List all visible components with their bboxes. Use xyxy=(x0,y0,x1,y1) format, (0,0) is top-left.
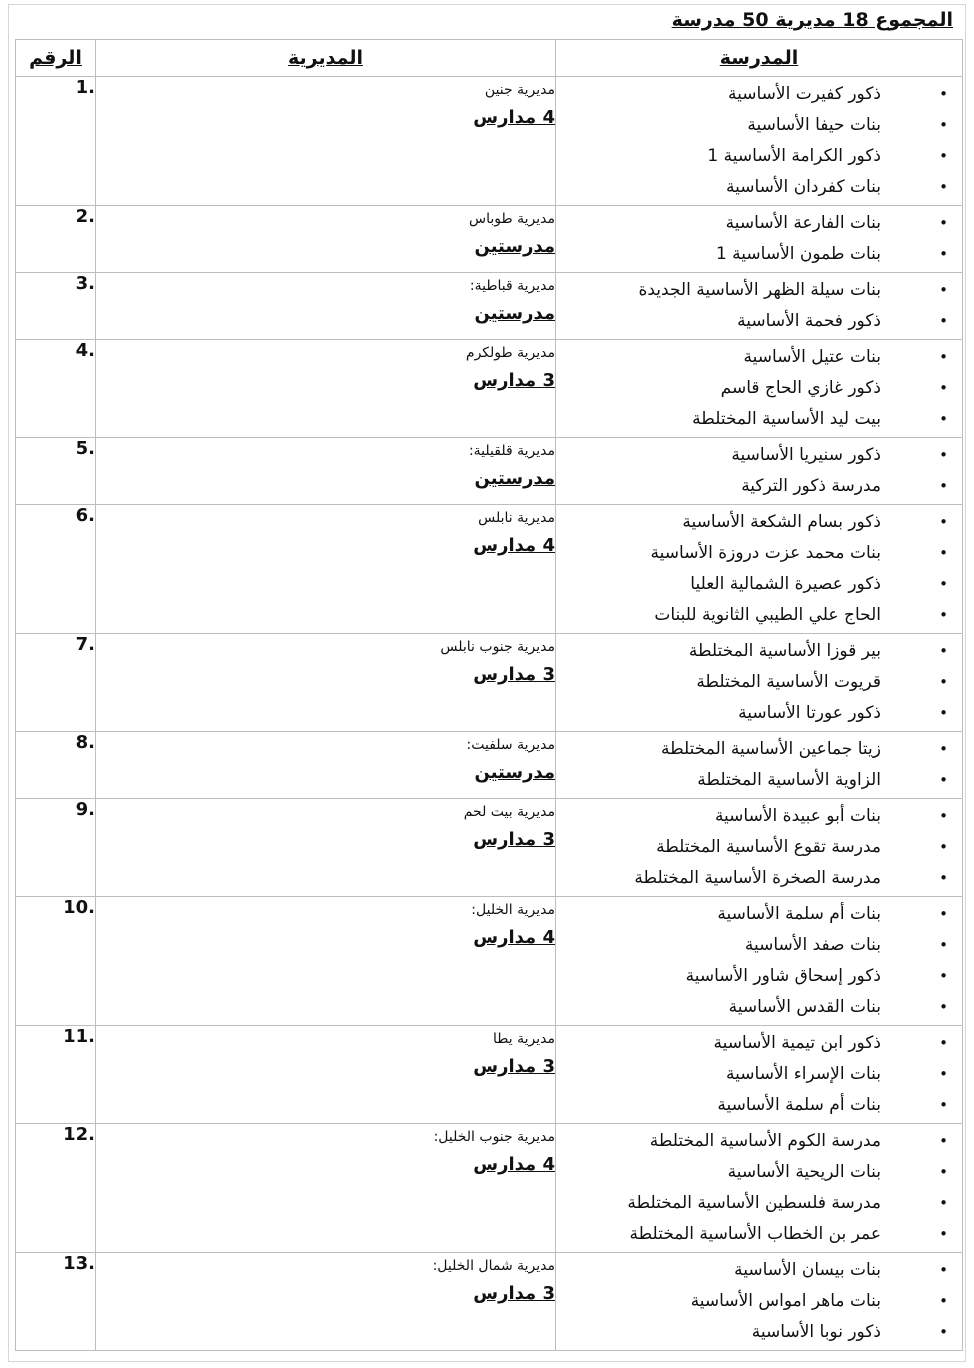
row-number: 6. xyxy=(16,505,96,634)
school-count: مدرستين xyxy=(474,468,555,489)
school-list xyxy=(556,897,962,1025)
school-name: مدرسة الصخرة الأساسية المختلطة xyxy=(634,868,881,888)
school-count: مدرستين xyxy=(474,303,555,324)
directorate-cell xyxy=(96,77,556,206)
directorate-cell xyxy=(96,438,556,505)
school-cell xyxy=(556,438,963,505)
list-item xyxy=(556,961,948,992)
school-cell xyxy=(556,1026,963,1124)
school-list xyxy=(556,273,962,339)
table-header-row xyxy=(16,40,963,77)
row-number: 11. xyxy=(16,1026,96,1124)
bullet-icon: • xyxy=(939,1065,948,1083)
school-list xyxy=(556,799,962,896)
school-count: 3 مدارس xyxy=(473,664,555,685)
schools-table xyxy=(15,39,963,1351)
bullet-icon: • xyxy=(939,513,948,531)
school-list xyxy=(556,438,962,504)
bullet-icon: • xyxy=(939,116,948,134)
list-item xyxy=(556,992,948,1023)
directorate-name: مديرية الخليل: xyxy=(471,902,555,918)
school-count: 3 مدارس xyxy=(473,829,555,850)
bullet-icon: • xyxy=(939,606,948,624)
table-row xyxy=(16,799,963,897)
list-item xyxy=(556,698,948,729)
directorate-name: مديرية طوباس xyxy=(469,211,555,227)
list-item xyxy=(556,404,948,435)
list-item xyxy=(556,600,948,631)
school-count: 4 مدارس xyxy=(473,107,555,128)
school-name: ذكور إسحاق شاور الأساسية xyxy=(685,966,881,986)
row-number: 7. xyxy=(16,634,96,732)
school-list xyxy=(556,340,962,437)
school-name: بنات الريحية الأساسية xyxy=(727,1162,881,1182)
list-item xyxy=(556,79,948,110)
bullet-icon: • xyxy=(939,1096,948,1114)
school-name: ذكور عصيرة الشمالية العليا xyxy=(690,574,881,594)
directorate-name: مديرية شمال الخليل: xyxy=(432,1258,555,1274)
school-name: قريوت الأساسية المختلطة xyxy=(696,672,881,692)
school-name: بنات طمون الأساسية 1 xyxy=(715,244,881,264)
directorate-name: مديرية قباطية: xyxy=(469,278,555,294)
bullet-icon: • xyxy=(939,1225,948,1243)
school-cell xyxy=(556,273,963,340)
table-body xyxy=(16,77,963,1351)
list-item xyxy=(556,930,948,961)
school-list xyxy=(556,505,962,633)
list-item xyxy=(556,1286,948,1317)
directorate-name: مديرية نابلس xyxy=(478,510,555,526)
list-item xyxy=(556,667,948,698)
school-name: مدرسة تقوع الأساسية المختلطة xyxy=(656,837,881,857)
list-item xyxy=(556,306,948,337)
bullet-icon: • xyxy=(939,1034,948,1052)
bullet-icon: • xyxy=(939,477,948,495)
school-cell xyxy=(556,634,963,732)
school-count: 3 مدارس xyxy=(473,370,555,391)
directorate-cell xyxy=(96,799,556,897)
school-count: 3 مدارس xyxy=(473,1283,555,1304)
directorate-column-header: المديرية xyxy=(96,40,556,77)
list-item xyxy=(556,239,948,270)
table-row xyxy=(16,77,963,206)
directorate-cell xyxy=(96,732,556,799)
bullet-icon: • xyxy=(939,771,948,789)
table-row xyxy=(16,438,963,505)
school-name: بنات أم سلمة الأساسية xyxy=(717,1095,881,1115)
table-row xyxy=(16,1124,963,1253)
school-count: 4 مدارس xyxy=(473,1154,555,1175)
list-item xyxy=(556,1090,948,1121)
list-item xyxy=(556,765,948,796)
list-item xyxy=(556,1126,948,1157)
bullet-icon: • xyxy=(939,740,948,758)
bullet-icon: • xyxy=(939,312,948,330)
school-name: عمر بن الخطاب الأساسية المختلطة xyxy=(629,1224,881,1244)
table-row xyxy=(16,206,963,273)
bullet-icon: • xyxy=(939,1194,948,1212)
directorate-name: مديرية جنوب الخليل: xyxy=(433,1129,555,1145)
school-list xyxy=(556,634,962,731)
school-name: بيت ليد الأساسية المختلطة xyxy=(692,409,881,429)
bullet-icon: • xyxy=(939,85,948,103)
list-item xyxy=(556,863,948,894)
row-number: 2. xyxy=(16,206,96,273)
school-name: بنات بيسان الأساسية xyxy=(734,1260,881,1280)
list-item xyxy=(556,538,948,569)
bullet-icon: • xyxy=(939,704,948,722)
school-list xyxy=(556,77,962,205)
school-list xyxy=(556,732,962,798)
directorate-cell xyxy=(96,1253,556,1351)
bullet-icon: • xyxy=(939,905,948,923)
school-name: ذكور غازي الحاج قاسم xyxy=(720,378,881,398)
directorate-cell xyxy=(96,340,556,438)
list-item xyxy=(556,141,948,172)
bullet-icon: • xyxy=(939,869,948,887)
list-item xyxy=(556,636,948,667)
row-number: 3. xyxy=(16,273,96,340)
school-name: زيتا جماعين الأساسية المختلطة xyxy=(660,739,881,759)
school-name: ذكور فحمة الأساسية xyxy=(737,311,881,331)
list-item xyxy=(556,1317,948,1348)
table-row xyxy=(16,1253,963,1351)
school-name: بنات أبو عبيدة الأساسية xyxy=(714,806,881,826)
list-item xyxy=(556,208,948,239)
document-page xyxy=(8,4,966,1362)
list-item xyxy=(556,1255,948,1286)
school-name: ذكور نوبا الأساسية xyxy=(751,1322,881,1342)
school-name: ذكور بسام الشكعة الأساسية xyxy=(682,512,881,532)
bullet-icon: • xyxy=(939,147,948,165)
school-cell xyxy=(556,897,963,1026)
bullet-icon: • xyxy=(939,379,948,397)
table-row xyxy=(16,340,963,438)
directorate-cell xyxy=(96,505,556,634)
bullet-icon: • xyxy=(939,1163,948,1181)
school-name: بنات حيفا الأساسية xyxy=(747,115,881,135)
school-name: ذكور سنيريا الأساسية xyxy=(731,445,881,465)
school-name: مدرسة ذكور التركية xyxy=(741,476,881,496)
school-cell xyxy=(556,340,963,438)
school-name: بنات القدس الأساسية xyxy=(728,997,881,1017)
directorate-name: مديرية سلفيت: xyxy=(466,737,555,753)
table-row xyxy=(16,634,963,732)
list-item xyxy=(556,734,948,765)
bullet-icon: • xyxy=(939,214,948,232)
school-count: 4 مدارس xyxy=(473,535,555,556)
school-name: بنات أم سلمة الأساسية xyxy=(717,904,881,924)
list-item xyxy=(556,110,948,141)
directorate-name: مديرية جنين xyxy=(484,82,555,98)
row-number: 5. xyxy=(16,438,96,505)
table-row xyxy=(16,897,963,1026)
bullet-icon: • xyxy=(939,410,948,428)
list-item xyxy=(556,1059,948,1090)
row-number: 13. xyxy=(16,1253,96,1351)
list-item xyxy=(556,1028,948,1059)
list-item xyxy=(556,275,948,306)
bullet-icon: • xyxy=(939,936,948,954)
school-cell xyxy=(556,1124,963,1253)
row-number: 4. xyxy=(16,340,96,438)
school-name: مدرسة الكوم الأساسية المختلطة xyxy=(649,1131,881,1151)
school-name: مدرسة فلسطين الأساسية المختلطة xyxy=(627,1193,881,1213)
list-item xyxy=(556,832,948,863)
bullet-icon: • xyxy=(939,178,948,196)
bullet-icon: • xyxy=(939,967,948,985)
bullet-icon: • xyxy=(939,245,948,263)
school-name: ذكور عورتا الأساسية xyxy=(738,703,881,723)
directorate-cell xyxy=(96,897,556,1026)
school-name: بير قوزا الأساسية المختلطة xyxy=(688,641,881,661)
directorate-name: مديرية قلقيلية: xyxy=(468,443,555,459)
row-number: 8. xyxy=(16,732,96,799)
directorate-cell xyxy=(96,206,556,273)
school-list xyxy=(556,1124,962,1252)
list-item xyxy=(556,1157,948,1188)
directorate-cell xyxy=(96,1124,556,1253)
list-item xyxy=(556,899,948,930)
bullet-icon: • xyxy=(939,575,948,593)
directorate-name: مديرية طولكرم xyxy=(465,345,555,361)
school-count: 4 مدارس xyxy=(473,927,555,948)
school-name: بنات محمد عزت دروزة الأساسية xyxy=(650,543,881,563)
row-number: 1. xyxy=(16,77,96,206)
school-count: مدرستين xyxy=(474,236,555,257)
school-cell xyxy=(556,77,963,206)
school-cell xyxy=(556,799,963,897)
bullet-icon: • xyxy=(939,642,948,660)
row-number: 10. xyxy=(16,897,96,1026)
list-item xyxy=(556,1188,948,1219)
directorate-name: مديرية بيت لحم xyxy=(463,804,555,820)
school-cell xyxy=(556,206,963,273)
directorate-cell xyxy=(96,634,556,732)
school-name: بنات صفد الأساسية xyxy=(744,935,881,955)
directorate-cell xyxy=(96,1026,556,1124)
school-list xyxy=(556,1253,962,1350)
list-item xyxy=(556,172,948,203)
list-item xyxy=(556,471,948,502)
school-list xyxy=(556,206,962,272)
directorate-cell xyxy=(96,273,556,340)
school-name: ذكور ابن تيمية الأساسية xyxy=(713,1033,881,1053)
list-item xyxy=(556,373,948,404)
school-cell xyxy=(556,505,963,634)
school-column-header: المدرسة xyxy=(556,40,963,77)
row-number: 9. xyxy=(16,799,96,897)
bullet-icon: • xyxy=(939,673,948,691)
list-item xyxy=(556,507,948,538)
school-cell xyxy=(556,732,963,799)
number-column-header: الرقم xyxy=(16,40,96,77)
school-name: بنات سيلة الظهر الأساسية الجديدة xyxy=(638,280,881,300)
school-list xyxy=(556,1026,962,1123)
school-name: الحاج علي الطيبي الثانوية للبنات xyxy=(654,605,881,625)
table-row xyxy=(16,273,963,340)
school-name: بنات الإسراء الأساسية xyxy=(726,1064,881,1084)
school-cell xyxy=(556,1253,963,1351)
bullet-icon: • xyxy=(939,807,948,825)
school-name: بنات الفارعة الأساسية xyxy=(725,213,881,233)
school-name: ذكور كفيرت الأساسية xyxy=(728,84,881,104)
bullet-icon: • xyxy=(939,998,948,1016)
bullet-icon: • xyxy=(939,1261,948,1279)
bullet-icon: • xyxy=(939,544,948,562)
row-number: 12. xyxy=(16,1124,96,1253)
table-row xyxy=(16,505,963,634)
directorate-name: مديرية يطا xyxy=(493,1031,555,1047)
total-summary: المجموع 18 مديرية 50 مدرسة xyxy=(671,9,953,31)
bullet-icon: • xyxy=(939,281,948,299)
bullet-icon: • xyxy=(939,1292,948,1310)
school-count: مدرستين xyxy=(474,762,555,783)
bullet-icon: • xyxy=(939,838,948,856)
list-item xyxy=(556,342,948,373)
bullet-icon: • xyxy=(939,1132,948,1150)
list-item xyxy=(556,1219,948,1250)
list-item xyxy=(556,440,948,471)
list-item xyxy=(556,801,948,832)
bullet-icon: • xyxy=(939,348,948,366)
school-name: بنات عتيل الأساسية xyxy=(743,347,881,367)
school-count: 3 مدارس xyxy=(473,1056,555,1077)
school-name: الزاوية الأساسية المختلطة xyxy=(697,770,881,790)
bullet-icon: • xyxy=(939,1323,948,1341)
school-name: بنات ماهر امواس الأساسية xyxy=(690,1291,881,1311)
table-row xyxy=(16,732,963,799)
school-name: بنات كفردان الأساسية xyxy=(725,177,881,197)
school-name: ذكور الكرامة الأساسية 1 xyxy=(707,146,881,166)
table-row xyxy=(16,1026,963,1124)
bullet-icon: • xyxy=(939,446,948,464)
directorate-name: مديرية جنوب نابلس xyxy=(440,639,555,655)
list-item xyxy=(556,569,948,600)
